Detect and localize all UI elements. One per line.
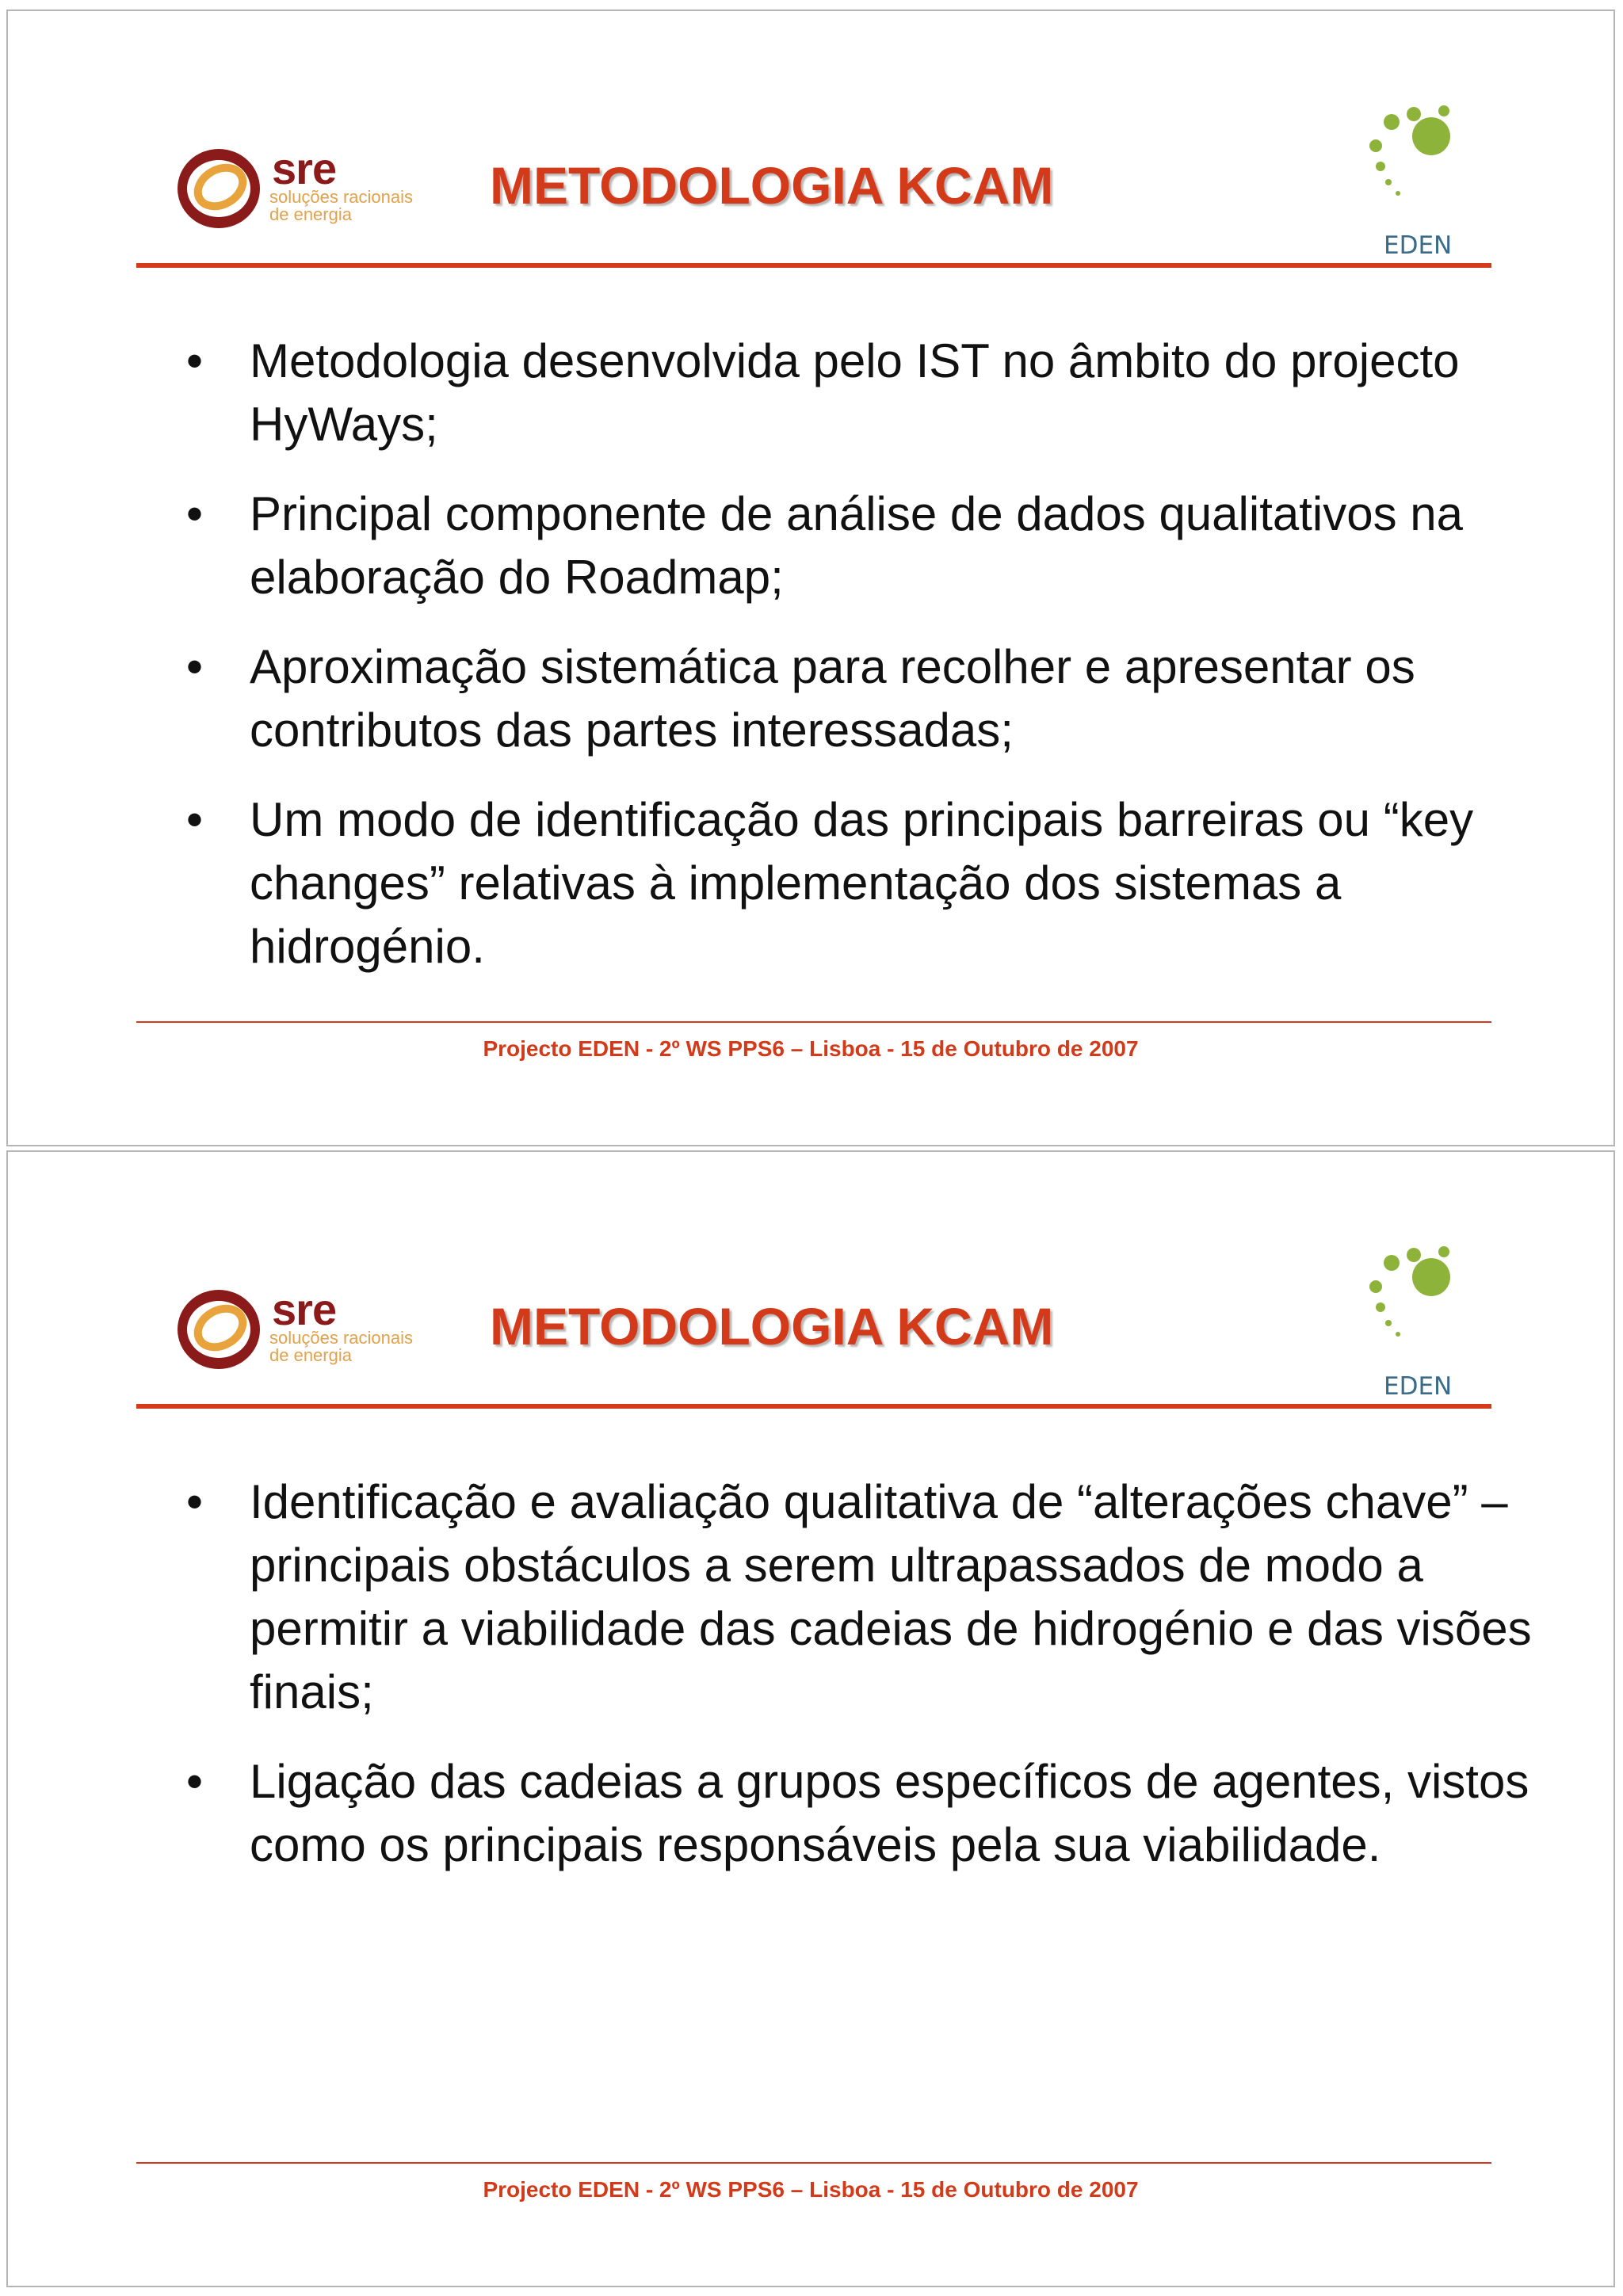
sre-logo-line2: de energia [269, 204, 352, 224]
sre-logo-line1: soluções racionais [269, 1328, 413, 1348]
sre-logo-word: sre [272, 1284, 337, 1334]
bullet-text: Metodologia desenvolvida pelo IST no âmbito do projecto HyWays; [250, 334, 1460, 451]
eden-logo [1360, 1245, 1463, 1404]
bullet-item [186, 788, 1533, 978]
slide-1 [6, 10, 1615, 1146]
slide-title: METODOLOGIA KCAM [490, 156, 1054, 215]
bullet-icon: • [186, 640, 204, 693]
slide-2 [6, 1150, 1615, 2287]
bullet-icon: • [186, 487, 204, 540]
sre-logo [173, 1280, 462, 1375]
sre-logo-subtitle [269, 1329, 413, 1364]
sre-logo [173, 139, 462, 235]
bullet-item [186, 482, 1533, 609]
bullet-item [186, 1470, 1533, 1724]
eden-logo [1360, 105, 1463, 263]
bullet-icon: • [186, 334, 204, 387]
sre-swirl-icon [173, 1280, 268, 1375]
bullet-icon: • [186, 1755, 204, 1808]
sre-logo-subtitle [269, 189, 413, 223]
bullet-text: Um modo de identificação das principais barreiras ou “key changes” relativas à implementação dos sistemas a hidrogénio. [250, 793, 1474, 973]
bullet-item [186, 1750, 1533, 1877]
sre-swirl-icon [173, 139, 268, 235]
footer-divider [136, 2162, 1491, 2164]
slide-footer: Projecto EDEN - 2º WS PPS6 – Lisboa - 15 de Outubro de 2007 [483, 2177, 1139, 2202]
slide-title: METODOLOGIA KCAM [490, 1297, 1054, 1356]
sre-logo-word: sre [272, 143, 337, 193]
eden-dots-icon [1360, 1245, 1463, 1372]
bullet-text: Aproximação sistemática para recolher e apresentar os contributos das partes interessadas; [250, 640, 1415, 757]
bullet-text: Principal componente de análise de dados qualitativos na elaboração do Roadmap; [250, 487, 1464, 604]
bullet-item [186, 635, 1533, 762]
title-divider [136, 1404, 1491, 1409]
sre-logo-line2: de energia [269, 1345, 352, 1365]
bullet-list [186, 1470, 1533, 1903]
bullet-icon: • [186, 1475, 204, 1528]
sre-logo-line1: soluções racionais [269, 187, 413, 207]
bullet-icon: • [186, 793, 204, 846]
eden-dots-icon [1360, 105, 1463, 231]
bullet-text: Identificação e avaliação qualitativa de “alterações chave” – principais obstáculos a serem ultrapassados de modo a permitir a viabilidade das cadeias de hidrogénio e das visões finais; [250, 1475, 1532, 1718]
eden-logo-word: EDEN [1384, 231, 1453, 260]
title-divider [136, 263, 1491, 268]
eden-logo-word: EDEN [1384, 1372, 1453, 1401]
slide-footer: Projecto EDEN - 2º WS PPS6 – Lisboa - 15 de Outubro de 2007 [483, 1036, 1139, 1061]
bullet-list [186, 330, 1533, 1005]
footer-divider [136, 1021, 1491, 1023]
bullet-item [186, 330, 1533, 456]
bullet-text: Ligação das cadeias a grupos específicos de agentes, vistos como os principais responsáveis pela sua viabilidade. [250, 1755, 1529, 1871]
